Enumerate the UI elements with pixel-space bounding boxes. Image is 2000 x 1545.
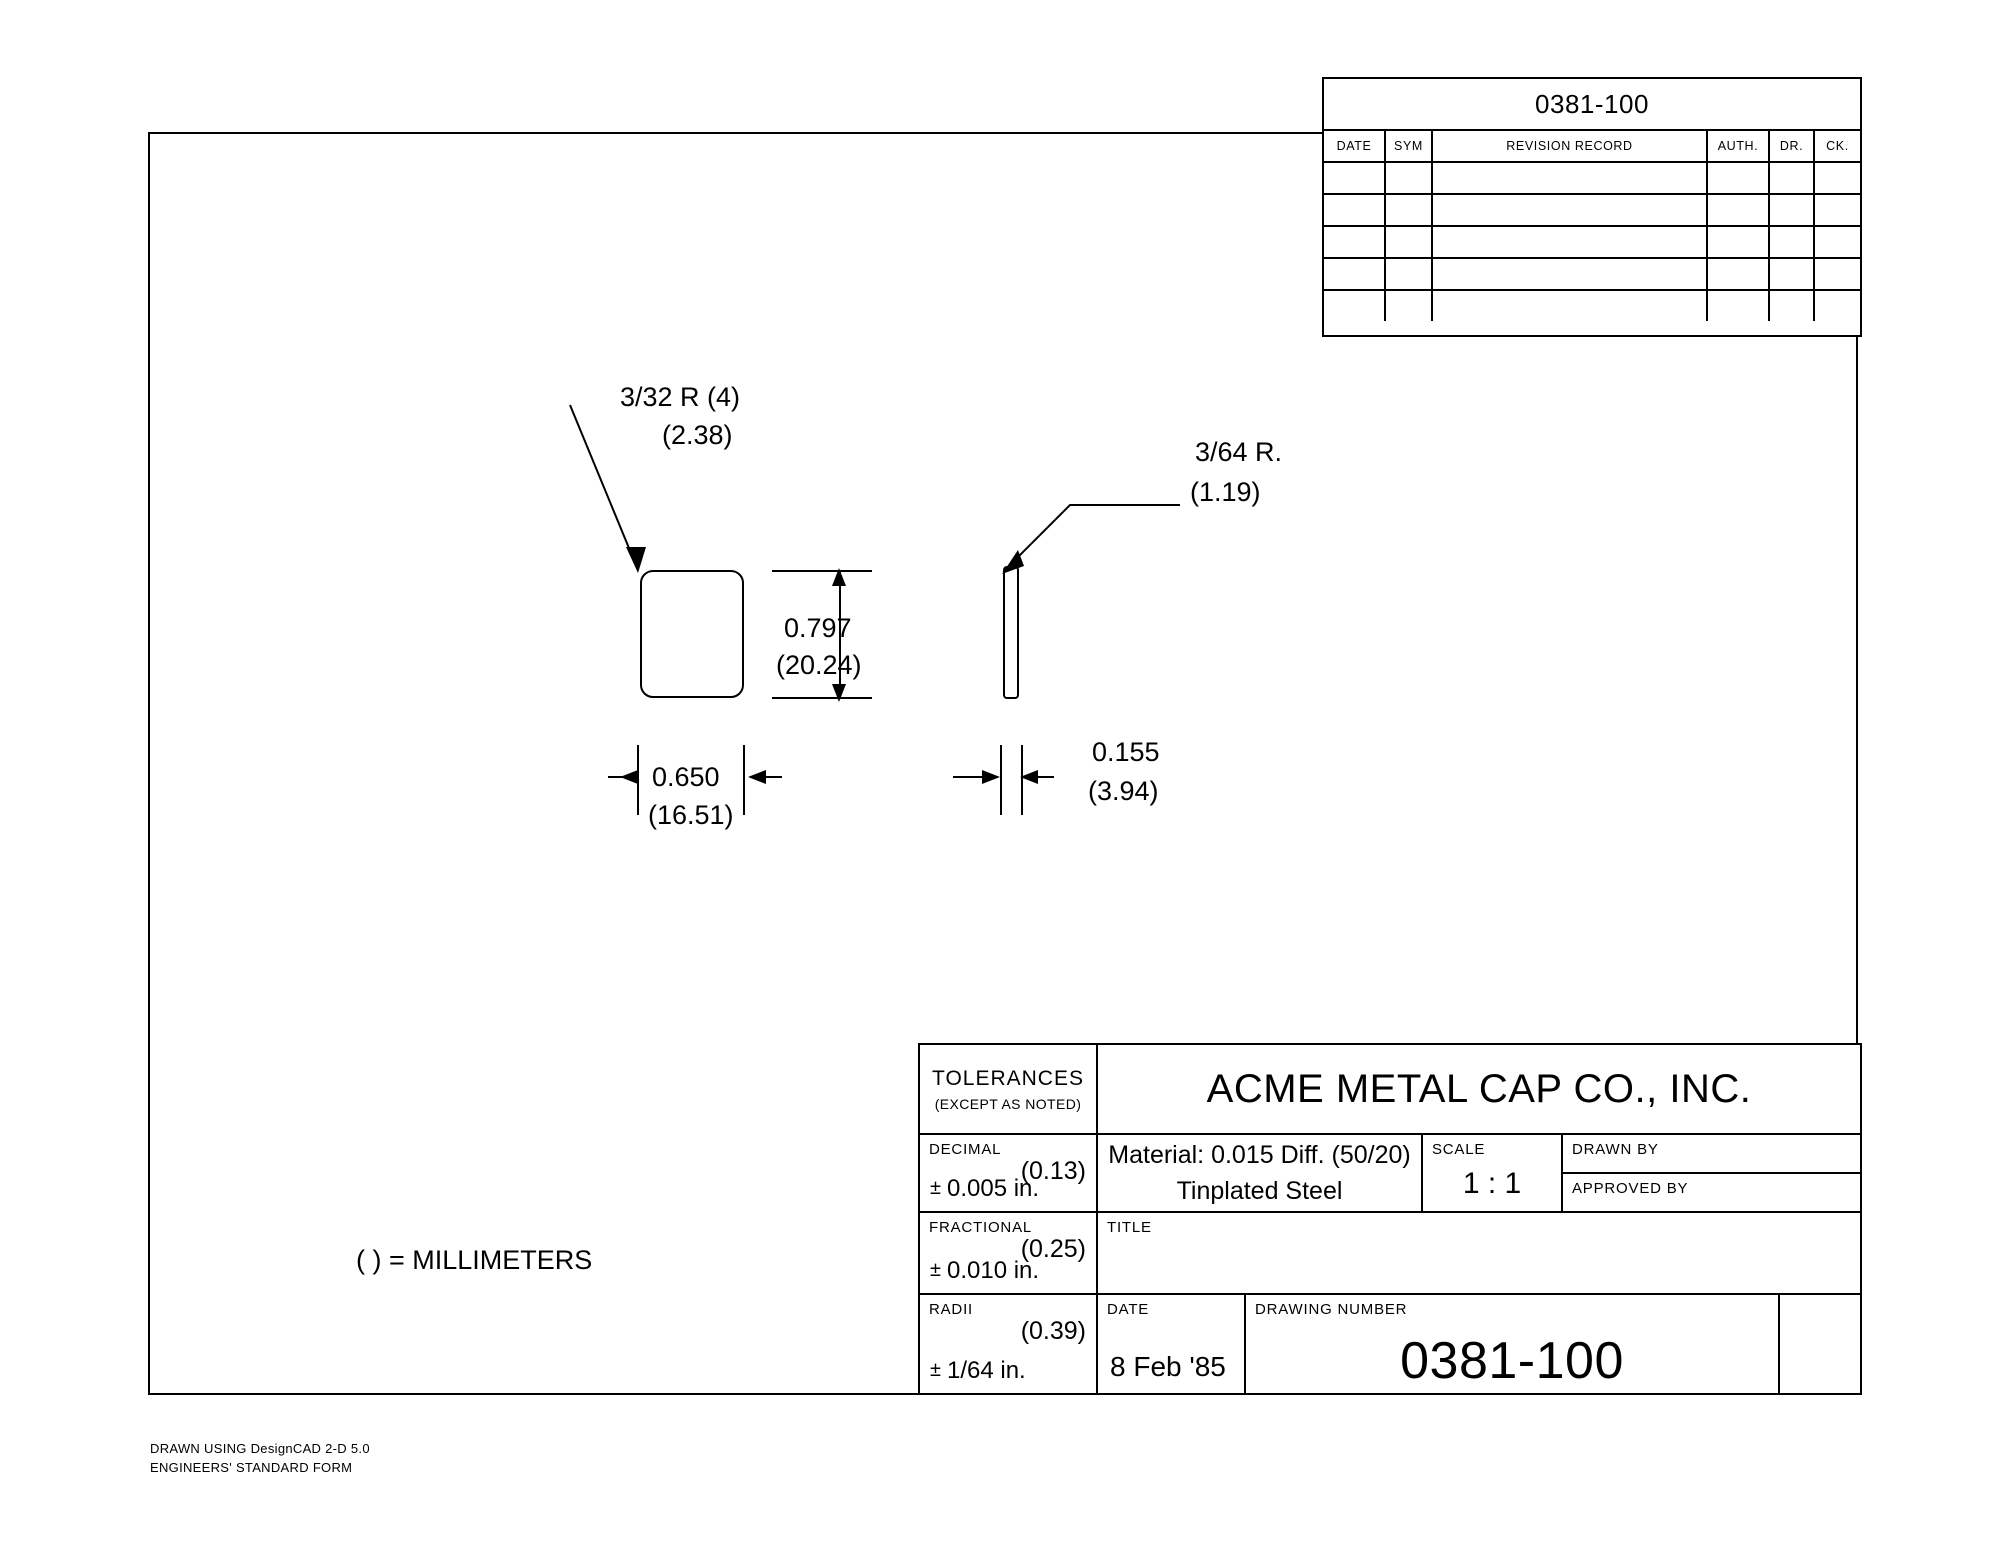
fractional-tolerance-in <box>930 1257 1039 1285</box>
decimal-tolerance-mm: (0.13) <box>1020 1157 1086 1185</box>
drawn-by-label: DRAWN BY <box>1572 1141 1659 1158</box>
radii-tolerance-in <box>930 1357 1026 1385</box>
title-block-row-4 <box>920 1295 1860 1393</box>
plus-minus-icon: ± <box>930 1177 941 1199</box>
revision-cell-ck <box>1815 291 1860 321</box>
height-ext-line-top <box>772 570 872 572</box>
title-block-row-1 <box>920 1045 1860 1135</box>
revision-cell-ck <box>1815 195 1860 225</box>
thickness-dim-arrows <box>948 762 1058 792</box>
revision-cell-date <box>1324 163 1386 193</box>
revision-cell-dr <box>1770 259 1815 289</box>
plus-minus-icon: ± <box>930 1259 941 1281</box>
footer-note <box>150 1440 370 1478</box>
height-value: 0.797 <box>784 613 852 643</box>
footer-line-2: ENGINEERS' STANDARD FORM <box>150 1459 353 1475</box>
material-cell <box>1098 1135 1423 1213</box>
height-value-mm: (20.24) <box>776 650 862 680</box>
company-name: ACME METAL CAP CO., INC. <box>1098 1045 1860 1135</box>
corner-radius-label <box>620 382 740 414</box>
scale-label: SCALE <box>1432 1141 1486 1158</box>
table-row <box>1324 195 1860 227</box>
revision-cell-record <box>1433 259 1708 289</box>
revision-col-record: REVISION RECORD <box>1433 131 1708 161</box>
revision-cell-dr <box>1770 163 1815 193</box>
table-row <box>1324 259 1860 291</box>
approved-by-cell[interactable] <box>1563 1174 1860 1213</box>
footer-line-1: DRAWN USING DesignCAD 2-D 5.0 <box>150 1441 370 1456</box>
revision-header-row <box>1324 131 1860 163</box>
edge-radius-label: 3/64 R. <box>1195 437 1283 467</box>
revision-cell-ck <box>1815 227 1860 257</box>
revision-cell-sym <box>1386 163 1433 193</box>
revision-drawing-number: 0381-100 <box>1324 79 1860 131</box>
title-block-row-2 <box>920 1135 1860 1213</box>
material-line-1: Material: 0.015 Diff. (50/20) <box>1108 1140 1411 1169</box>
fractional-tolerance-cell <box>920 1213 1098 1295</box>
corner-radius-value: 3/32 R (4) <box>620 382 741 412</box>
revision-cell-ck <box>1815 259 1860 289</box>
radii-label: RADII <box>929 1301 974 1318</box>
revision-col-ck: CK. <box>1826 139 1849 153</box>
width-value-mm: (16.51) <box>648 800 734 830</box>
table-row <box>1324 227 1860 259</box>
revision-cell-record <box>1433 163 1708 193</box>
revision-cell-record <box>1433 291 1708 321</box>
edge-radius-leader <box>1000 450 1200 590</box>
edge-radius-mm: (1.19) <box>1190 477 1261 507</box>
material-line-2: Tinplated Steel <box>1176 1177 1343 1205</box>
revision-cell-dr <box>1770 227 1815 257</box>
date-label: DATE <box>1107 1301 1150 1318</box>
units-note: ( ) = MILLIMETERS <box>356 1245 593 1275</box>
radii-tolerance-value: 1/64 in. <box>946 1357 1026 1384</box>
revision-cell-record <box>1433 195 1708 225</box>
fractional-label: FRACTIONAL <box>929 1219 1033 1236</box>
title-field-cell[interactable] <box>1098 1213 1860 1295</box>
drawing-number-cell[interactable] <box>1246 1295 1780 1393</box>
approved-by-label: APPROVED BY <box>1572 1180 1689 1197</box>
decimal-tolerance-cell <box>920 1135 1098 1213</box>
drawn-by-cell[interactable] <box>1563 1135 1860 1174</box>
revision-col-auth: AUTH. <box>1708 131 1770 161</box>
decimal-tolerance-in <box>930 1175 1039 1203</box>
revision-col-date: DATE <box>1324 131 1386 161</box>
revision-block <box>1322 77 1862 337</box>
fractional-tolerance-value: 0.010 in. <box>946 1257 1040 1284</box>
revision-col-sym: SYM <box>1386 131 1433 161</box>
table-row <box>1324 163 1860 195</box>
revision-cell-record <box>1433 227 1708 257</box>
revision-cell-dr <box>1770 195 1815 225</box>
title-block <box>918 1043 1862 1395</box>
sheet-cell <box>1780 1295 1860 1393</box>
revision-cell-sym <box>1386 227 1433 257</box>
decimal-label: DECIMAL <box>929 1141 1002 1158</box>
tolerances-header-cell <box>920 1045 1098 1135</box>
table-row <box>1324 291 1860 321</box>
radii-tolerance-mm: (0.39) <box>1020 1317 1086 1345</box>
tolerances-label: TOLERANCES <box>932 1066 1084 1090</box>
revision-cell-date <box>1324 195 1386 225</box>
radii-tolerance-cell <box>920 1295 1098 1393</box>
fractional-tolerance-mm: (0.25) <box>1020 1235 1086 1263</box>
date-value: 8 Feb '85 <box>1110 1351 1226 1382</box>
revision-cell-auth <box>1708 259 1770 289</box>
revision-cell-sym <box>1386 195 1433 225</box>
revision-cell-auth <box>1708 163 1770 193</box>
corner-radius-mm: (2.38) <box>662 420 733 450</box>
decimal-tolerance-value: 0.005 in. <box>946 1175 1040 1202</box>
revision-cell-ck <box>1815 163 1860 193</box>
height-ext-line-bottom <box>772 697 872 699</box>
revision-cell-auth <box>1708 291 1770 321</box>
scale-cell <box>1423 1135 1563 1213</box>
title-label: TITLE <box>1107 1219 1152 1236</box>
width-value: 0.650 <box>652 762 720 792</box>
thickness-value: 0.155 <box>1092 737 1160 767</box>
revision-cell-dr <box>1770 291 1815 321</box>
drawn-approved-cell <box>1563 1135 1860 1213</box>
scale-value: 1 : 1 <box>1462 1167 1522 1200</box>
plus-minus-icon: ± <box>930 1359 941 1381</box>
revision-cell-date <box>1324 291 1386 321</box>
revision-cell-sym <box>1386 291 1433 321</box>
revision-cell-auth <box>1708 195 1770 225</box>
revision-cell-sym <box>1386 259 1433 289</box>
revision-col-dr: DR. <box>1770 131 1815 161</box>
thickness-value-mm: (3.94) <box>1088 776 1159 806</box>
revision-cell-auth <box>1708 227 1770 257</box>
drawing-number-label: DRAWING NUMBER <box>1255 1301 1408 1318</box>
title-block-row-3 <box>920 1213 1860 1295</box>
date-cell[interactable] <box>1098 1295 1246 1393</box>
tolerances-sub-label: (EXCEPT AS NOTED) <box>934 1095 1082 1112</box>
drawing-number-value: 0381-100 <box>1400 1332 1624 1390</box>
revision-cell-date <box>1324 259 1386 289</box>
revision-cell-date <box>1324 227 1386 257</box>
